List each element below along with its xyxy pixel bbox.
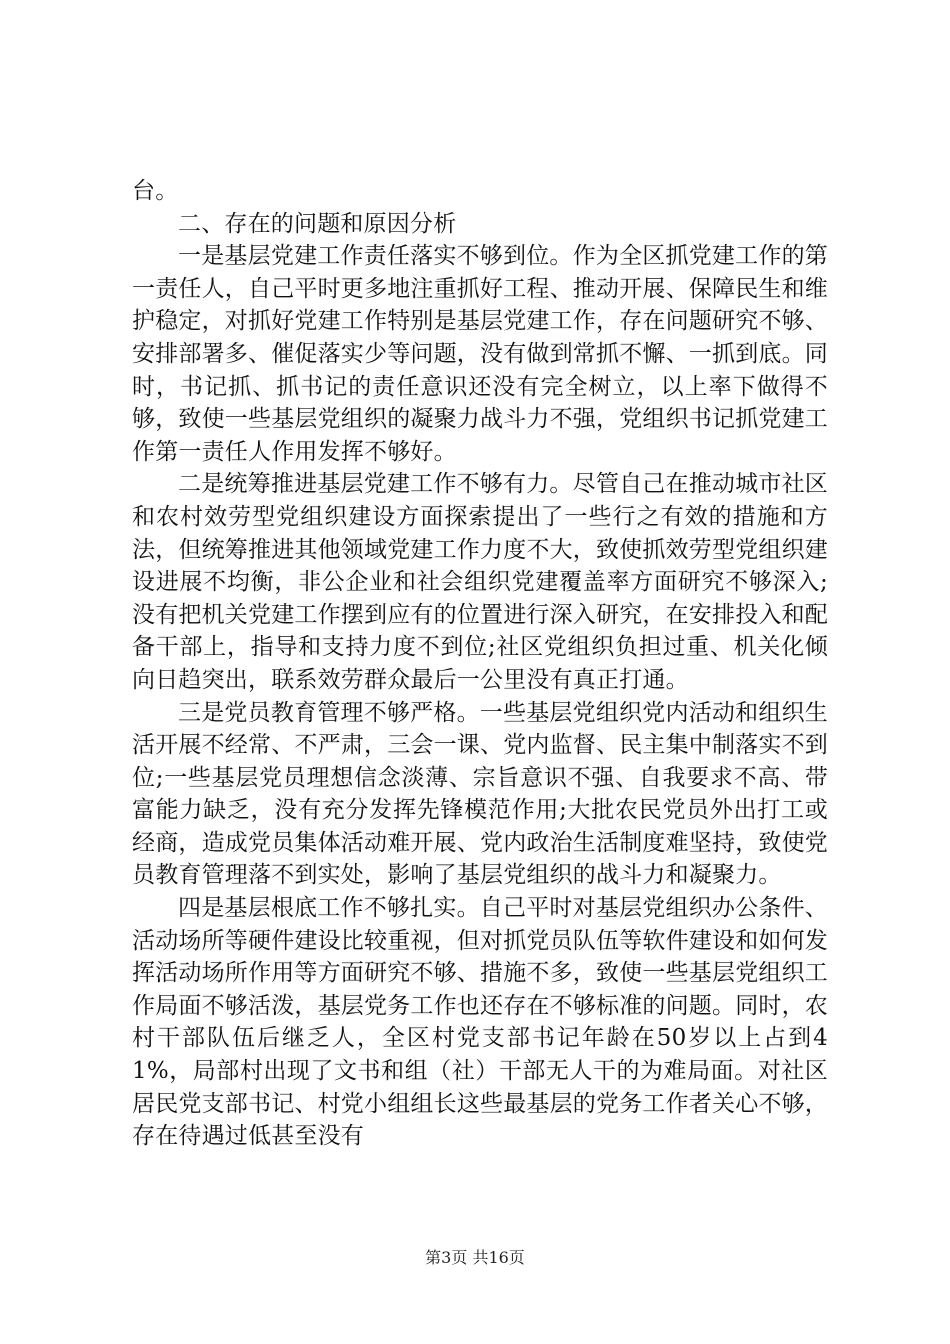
paragraph-issue-4: 四是基层根底工作不够扎实。自己平时对基层党组织办公条件、活动场所等硬件建设比较重视，但对抓党员队伍等软件建设和如何发挥活动场所作用等方面研究不够、措施不多，致使一些基层党组织工作局面不够活泼，基层党务工作也还存在不够标准的问题。同时，农村干部队伍后继乏人，全区村党支部书记年龄在50岁以上占到41%，局部村出现了文书和组（社）干部无人干的为难局面。对社区居民党支部书记、村党小组组长这些最基层的党务工作者关心不够，存在待遇过低甚至没有 bbox=[132, 895, 828, 1150]
section-heading: 二、存在的问题和原因分析 bbox=[178, 210, 457, 237]
paragraph-issue-2: 二是统筹推进基层党建工作不够有力。尽管自己在推动城市社区和农村效劳型党组织建设方面探索提出了一些行之有效的措施和方法，但统筹推进其他领域党建工作力度不大，致使抓效劳型党组织建设进展不均衡，非公企业和社会组织党建覆盖率方面研究不够深入;没有把机关党建工作摆到应有的位置进行深入研究，在安排投入和配备干部上，指导和支持力度不到位;社区党组织负担过重、机关化倾向日趋突出，联系效劳群众最后一公里没有真正打通。 bbox=[132, 471, 828, 693]
document-body bbox=[132, 175, 828, 1153]
paragraph-issue-3: 三是党员教育管理不够严格。一些基层党组织党内活动和组织生活开展不经常、不严肃，三会一课、党内监督、民主集中制落实不到位;一些基层党员理想信念淡薄、宗旨意识不强、自我要求不高、带富能力缺乏，没有充分发挥先锋模范作用;大批农民党员外出打工或经商，造成党员集体活动难开展、党内政治生活制度难坚持，致使党员教育管理落不到实处，影响了基层党组织的战斗力和凝聚力。 bbox=[132, 699, 828, 889]
page-number-footer: 第3页 共16页 bbox=[425, 1248, 525, 1267]
paragraph-issue-1: 一是基层党建工作责任落实不够到位。作为全区抓党建工作的第一责任人，自己平时更多地注重抓好工程、推动开展、保障民生和维护稳定，对抓好党建工作特别是基层党建工作，存在问题研究不够、安排部署多、催促落实少等问题，没有做到常抓不懈、一抓到底。同时，书记抓、抓书记的责任意识还没有完全树立，以上率下做得不够，致使一些基层党组织的凝聚力战斗力不强，党组织书记抓党建工作第一责任人作用发挥不够好。 bbox=[132, 243, 828, 465]
paragraph-continuation: 台。 bbox=[132, 178, 179, 204]
